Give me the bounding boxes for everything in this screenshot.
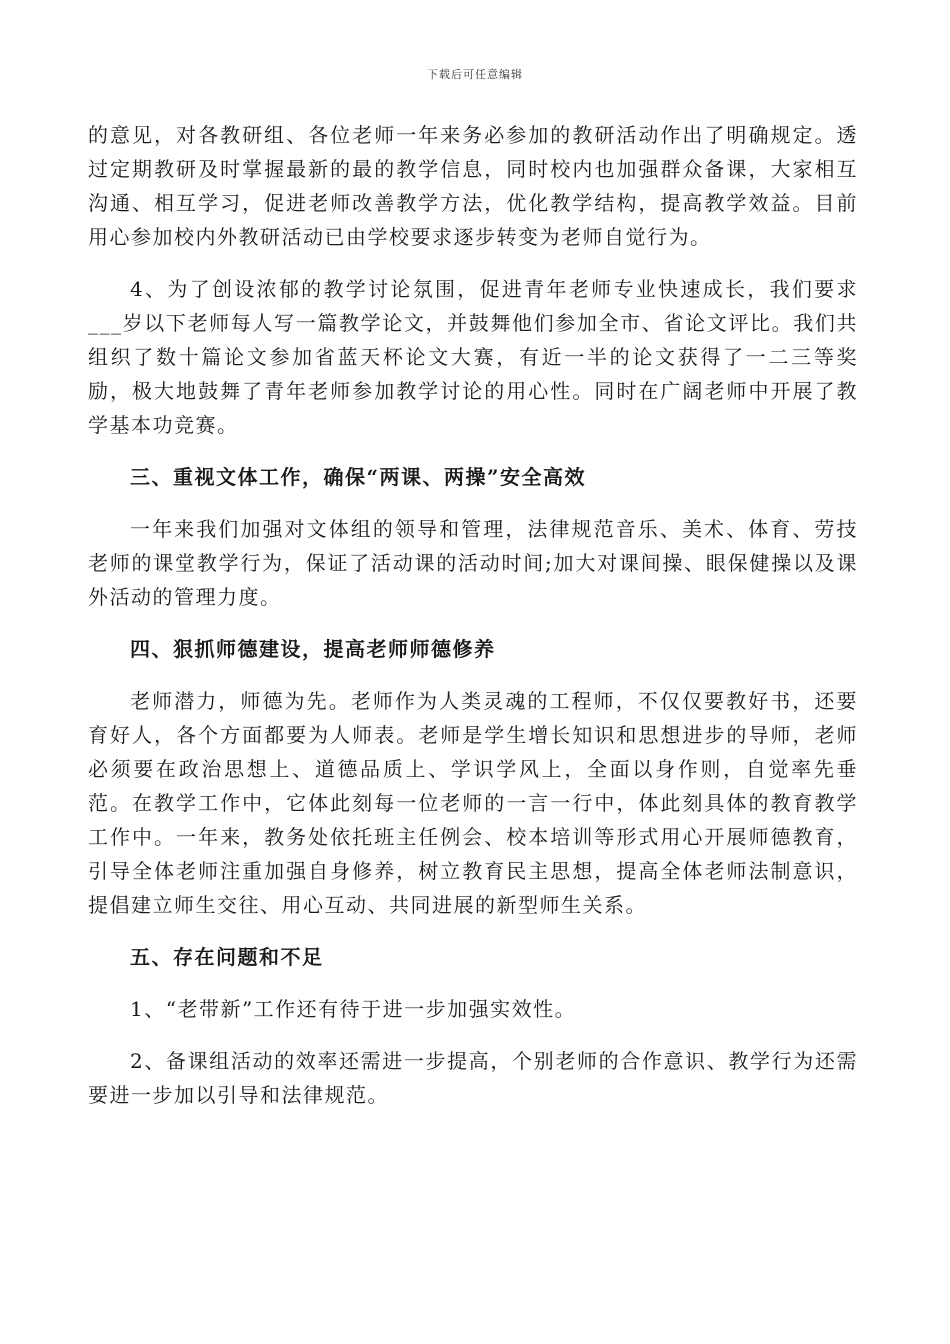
section-heading-4: 四、狠抓师德建设，提高老师师德修养	[130, 637, 496, 661]
paragraph-problem-2: 2、备课组活动的效率还需进一步提高，个别老师的合作意识、教学行为还需要进一步加以引导和法律规范。	[88, 1049, 858, 1107]
paragraph-teacher-ethics: 老师潜力，师德为先。老师作为人类灵魂的工程师，不仅仅要教好书，还要育好人，各个方面都要为人师表。老师是学生增长知识和思想进步的导师，老师必须要在政治思想上、道德品质上、学识学风上，全面以身作则，自觉率先垂范。在教学工作中，它体此刻每一位老师的一言一行中，体此刻具体的教育教学工作中。一年来，教务处依托班主任例会、校本培训等形式用心开展师德教育，引导全体老师注重加强自身修养，树立教育民主思想，提高全体老师法制意识，提倡建立师生交往、用心互动、共同进展的新型师生关系。	[88, 689, 858, 917]
paragraph-problem-1: 1、“老带新”工作还有待于进一步加强实效性。	[130, 997, 577, 1021]
paragraph-sports-arts: 一年来我们加强对文体组的领导和管理，法律规范音乐、美术、体育、劳技老师的课堂教学行为，保证了活动课的活动时间;加大对课间操、眼保健操以及课外活动的管理力度。	[88, 517, 858, 609]
section-heading-5: 五、存在问题和不足	[130, 945, 324, 969]
paragraph-item-4: 4、为了创设浓郁的教学讨论氛围，促进青年老师专业快速成长，我们要求___岁以下老师每人写一篇教学论文，并鼓舞他们参加全市、省论文评比。我们共组织了数十篇论文参加省蓝天杯论文大赛，有近一半的论文获得了一二三等奖励，极大地鼓舞了青年老师参加教学讨论的用心性。同时在广阔老师中开展了教学基本功竞赛。	[88, 277, 858, 437]
page-header-note: 下载后可任意编辑	[427, 68, 523, 81]
document-body	[88, 118, 858, 1112]
paragraph-continuation: 的意见，对各教研组、各位老师一年来务必参加的教研活动作出了明确规定。透过定期教研及时掌握最新的最的教学信息，同时校内也加强群众备课，大家相互沟通、相互学习，促进老师改善教学方法，优化教学结构，提高教学效益。目前用心参加校内外教研活动已由学校要求逐步转变为老师自觉行为。	[88, 123, 858, 249]
section-heading-3: 三、重视文体工作，确保“两课、两操”安全高效	[130, 465, 587, 489]
